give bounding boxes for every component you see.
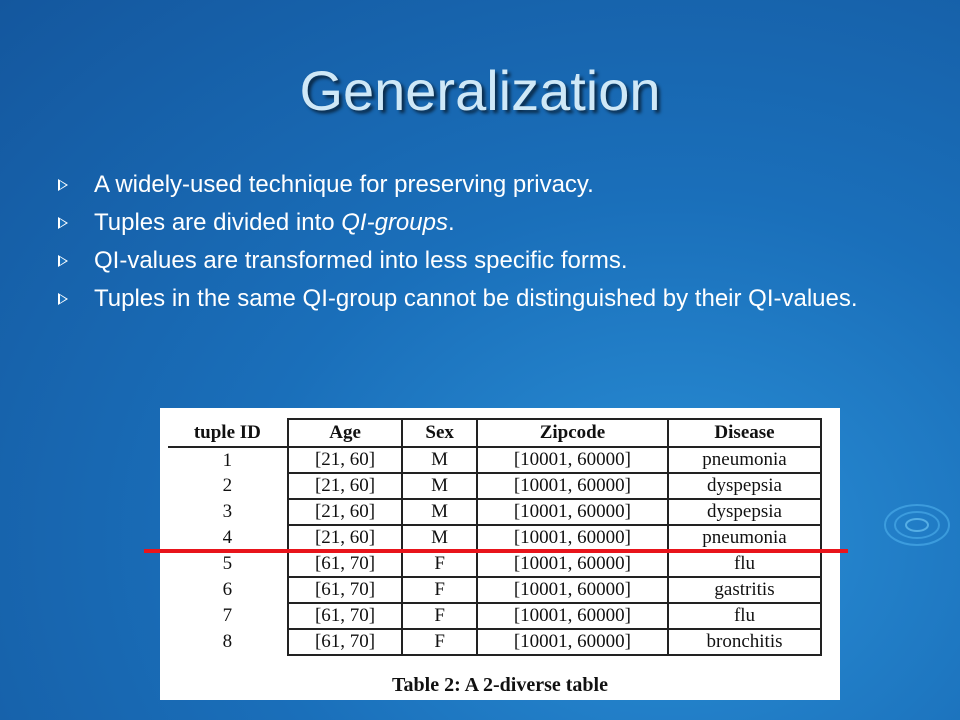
cell-zipcode: [10001, 60000]	[477, 603, 668, 629]
slide-title: Generalization	[299, 59, 661, 122]
table-row	[168, 447, 821, 473]
cell-sex: M	[402, 499, 476, 525]
table-row	[168, 629, 821, 655]
arrow-bullet-icon	[58, 255, 68, 267]
cell-zipcode: [10001, 60000]	[477, 577, 668, 603]
arrow-bullet-icon	[58, 293, 68, 305]
bullet-item	[58, 170, 908, 200]
cell-age: [61, 70]	[288, 603, 403, 629]
bullet-item	[58, 246, 908, 276]
cell-tuple-id: 7	[222, 605, 233, 626]
group-separator-line	[144, 549, 848, 553]
cell-age: [21, 60]	[288, 473, 403, 499]
bullet-text-italic: QI-groups	[341, 209, 448, 236]
bullet-text: Tuples in the same QI-group cannot be distinguished by their QI-values.	[94, 285, 858, 312]
cell-disease: pneumonia	[668, 525, 821, 551]
cell-disease: dyspepsia	[668, 499, 821, 525]
header-age: Age	[288, 419, 403, 447]
table-row	[168, 499, 821, 525]
cell-age: [21, 60]	[288, 447, 403, 473]
water-ripple-icon	[882, 500, 952, 550]
cell-tuple-id: 3	[222, 501, 233, 522]
table-row	[168, 577, 821, 603]
header-disease: Disease	[668, 419, 821, 447]
bullet-item	[58, 284, 908, 314]
arrow-bullet-icon	[58, 217, 68, 229]
cell-age: [61, 70]	[288, 629, 403, 655]
cell-disease: bronchitis	[668, 629, 821, 655]
bullet-item	[58, 208, 908, 238]
cell-disease: flu	[668, 551, 821, 577]
cell-tuple-id: 6	[222, 579, 233, 600]
cell-age: [61, 70]	[288, 551, 403, 577]
header-sex: Sex	[402, 419, 476, 447]
cell-zipcode: [10001, 60000]	[477, 447, 668, 473]
cell-age: [21, 60]	[288, 499, 403, 525]
bullet-text-prefix: Tuples are divided into	[94, 209, 342, 236]
cell-zipcode: [10001, 60000]	[477, 551, 668, 577]
bullet-text: QI-values are transformed into less specific forms.	[94, 247, 628, 274]
cell-sex: F	[402, 551, 476, 577]
table-row	[168, 525, 821, 551]
cell-disease: dyspepsia	[668, 473, 821, 499]
cell-zipcode: [10001, 60000]	[477, 629, 668, 655]
generalization-table	[168, 418, 822, 656]
table-caption: Table 2: A 2-diverse table	[392, 674, 608, 696]
table-image-panel	[160, 408, 840, 700]
cell-tuple-id: 1	[222, 449, 233, 471]
bullet-text-suffix: .	[447, 209, 455, 236]
cell-zipcode: [10001, 60000]	[477, 473, 668, 499]
cell-disease: gastritis	[668, 577, 821, 603]
cell-zipcode: [10001, 60000]	[477, 525, 668, 551]
cell-sex: F	[402, 603, 476, 629]
cell-disease: pneumonia	[668, 447, 821, 473]
bullet-list	[58, 170, 908, 322]
header-zipcode: Zipcode	[477, 419, 668, 447]
cell-tuple-id: 2	[222, 475, 233, 496]
cell-zipcode: [10001, 60000]	[477, 499, 668, 525]
cell-age: [61, 70]	[288, 577, 403, 603]
cell-tuple-id: 5	[222, 553, 233, 574]
cell-tuple-id: 8	[222, 631, 233, 652]
cell-sex: M	[402, 473, 476, 499]
cell-sex: F	[402, 629, 476, 655]
cell-age: [21, 60]	[288, 525, 403, 551]
arrow-bullet-icon	[58, 179, 68, 191]
cell-tuple-id: 4	[222, 527, 233, 548]
cell-sex: M	[402, 447, 476, 473]
bullet-text: A widely-used technique for preserving privacy.	[94, 171, 594, 198]
table-row	[168, 551, 821, 577]
header-tuple-id: tuple ID	[168, 419, 288, 447]
cell-disease: flu	[668, 603, 821, 629]
table-header-row	[168, 419, 821, 447]
table-row	[168, 603, 821, 629]
cell-sex: M	[402, 525, 476, 551]
cell-sex: F	[402, 577, 476, 603]
table-row	[168, 473, 821, 499]
